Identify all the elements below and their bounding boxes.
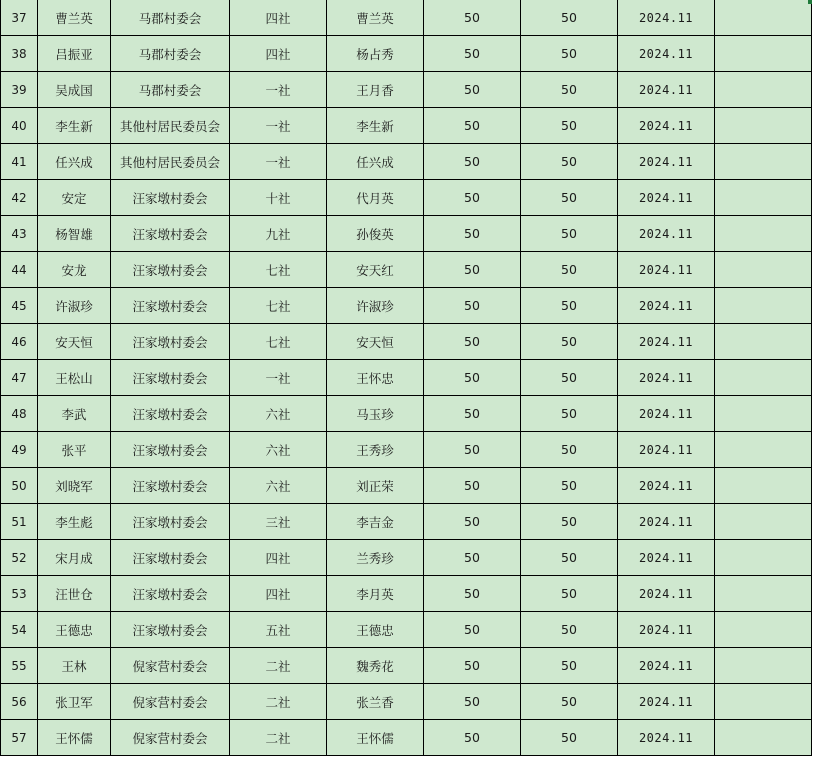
cell-date[interactable]: 2024.11 xyxy=(618,36,715,72)
table-row xyxy=(1,720,812,756)
cell-amount-1[interactable]: 50 xyxy=(424,288,521,324)
cell-date[interactable]: 2024.11 xyxy=(618,504,715,540)
cell-name[interactable]: 李武 xyxy=(38,396,111,432)
cell-note[interactable] xyxy=(715,72,812,108)
cell-row-number[interactable]: 56 xyxy=(1,684,38,720)
cell-amount-2[interactable]: 50 xyxy=(521,648,618,684)
cell-village-committee[interactable]: 汪家墩村委会 xyxy=(111,324,230,360)
cell-amount-1[interactable]: 50 xyxy=(424,540,521,576)
cell-village-committee[interactable]: 汪家墩村委会 xyxy=(111,396,230,432)
cell-payee[interactable]: 安天红 xyxy=(327,252,424,288)
cell-payee[interactable]: 王月香 xyxy=(327,72,424,108)
cell-amount-2[interactable]: 50 xyxy=(521,252,618,288)
cell-village-committee[interactable]: 倪家营村委会 xyxy=(111,684,230,720)
cell-row-number[interactable]: 57 xyxy=(1,720,38,756)
table-row xyxy=(1,252,812,288)
cell-date[interactable]: 2024.11 xyxy=(618,576,715,612)
cell-amount-1[interactable]: 50 xyxy=(424,216,521,252)
cell-village-committee[interactable]: 汪家墩村委会 xyxy=(111,252,230,288)
cell-village-committee[interactable]: 汪家墩村委会 xyxy=(111,540,230,576)
cell-amount-2[interactable]: 50 xyxy=(521,612,618,648)
cell-amount-2[interactable]: 50 xyxy=(521,324,618,360)
cell-amount-1[interactable]: 50 xyxy=(424,72,521,108)
cell-payee[interactable]: 代月英 xyxy=(327,180,424,216)
cell-village-committee[interactable]: 汪家墩村委会 xyxy=(111,468,230,504)
cell-date[interactable]: 2024.11 xyxy=(618,180,715,216)
cell-village-group[interactable]: 六社 xyxy=(230,432,327,468)
table-row xyxy=(1,0,812,36)
cell-amount-2[interactable]: 50 xyxy=(521,504,618,540)
cell-amount-1[interactable]: 50 xyxy=(424,108,521,144)
cell-amount-1[interactable]: 50 xyxy=(424,252,521,288)
cell-amount-2[interactable]: 50 xyxy=(521,108,618,144)
cell-amount-2[interactable]: 50 xyxy=(521,540,618,576)
cell-name[interactable]: 张平 xyxy=(38,432,111,468)
cell-payee[interactable]: 魏秀花 xyxy=(327,648,424,684)
cell-village-group[interactable]: 一社 xyxy=(230,360,327,396)
cell-amount-2[interactable]: 50 xyxy=(521,288,618,324)
cell-village-group[interactable]: 四社 xyxy=(230,36,327,72)
cell-date[interactable]: 2024.11 xyxy=(618,396,715,432)
cell-payee[interactable]: 马玉珍 xyxy=(327,396,424,432)
table-row xyxy=(1,612,812,648)
cell-amount-1[interactable]: 50 xyxy=(424,396,521,432)
cell-village-committee[interactable]: 汪家墩村委会 xyxy=(111,360,230,396)
cell-village-group[interactable]: 七社 xyxy=(230,324,327,360)
cell-note[interactable] xyxy=(715,180,812,216)
cell-village-committee[interactable]: 汪家墩村委会 xyxy=(111,504,230,540)
cell-village-group[interactable]: 二社 xyxy=(230,684,327,720)
cell-note[interactable] xyxy=(715,252,812,288)
cell-name[interactable]: 王德忠 xyxy=(38,612,111,648)
cell-date[interactable]: 2024.11 xyxy=(618,540,715,576)
cell-payee[interactable]: 刘正荣 xyxy=(327,468,424,504)
cell-note[interactable] xyxy=(715,648,812,684)
cell-payee[interactable]: 兰秀珍 xyxy=(327,540,424,576)
cell-name[interactable]: 任兴成 xyxy=(38,144,111,180)
cell-village-committee[interactable]: 汪家墩村委会 xyxy=(111,432,230,468)
cell-name[interactable]: 安天恒 xyxy=(38,324,111,360)
cell-row-number[interactable]: 52 xyxy=(1,540,38,576)
cell-village-committee[interactable]: 汪家墩村委会 xyxy=(111,612,230,648)
table-row xyxy=(1,144,812,180)
cell-row-number[interactable]: 45 xyxy=(1,288,38,324)
table-row xyxy=(1,216,812,252)
cell-note[interactable] xyxy=(715,360,812,396)
cell-amount-2[interactable]: 50 xyxy=(521,468,618,504)
table-row xyxy=(1,684,812,720)
cell-date[interactable]: 2024.11 xyxy=(618,108,715,144)
cell-village-committee[interactable]: 汪家墩村委会 xyxy=(111,576,230,612)
table-row xyxy=(1,504,812,540)
cell-amount-1[interactable]: 50 xyxy=(424,612,521,648)
cell-village-committee[interactable]: 倪家营村委会 xyxy=(111,648,230,684)
cell-payee[interactable]: 任兴成 xyxy=(327,144,424,180)
cell-village-group[interactable]: 一社 xyxy=(230,108,327,144)
cell-payee[interactable]: 王秀珍 xyxy=(327,432,424,468)
cell-amount-1[interactable]: 50 xyxy=(424,36,521,72)
cell-name[interactable]: 许淑珍 xyxy=(38,288,111,324)
cell-note[interactable] xyxy=(715,108,812,144)
cell-name[interactable]: 吕振亚 xyxy=(38,36,111,72)
cell-payee[interactable]: 李生新 xyxy=(327,108,424,144)
cell-amount-2[interactable]: 50 xyxy=(521,684,618,720)
cell-name[interactable]: 张卫军 xyxy=(38,684,111,720)
cell-name[interactable]: 王松山 xyxy=(38,360,111,396)
selection-marker xyxy=(808,0,812,4)
cell-village-group[interactable]: 三社 xyxy=(230,504,327,540)
cell-note[interactable] xyxy=(715,504,812,540)
cell-village-group[interactable]: 七社 xyxy=(230,288,327,324)
cell-note[interactable] xyxy=(715,540,812,576)
cell-payee[interactable]: 李月英 xyxy=(327,576,424,612)
cell-payee[interactable]: 曹兰英 xyxy=(327,0,424,36)
cell-amount-1[interactable]: 50 xyxy=(424,324,521,360)
cell-village-group[interactable]: 九社 xyxy=(230,216,327,252)
cell-village-group[interactable]: 六社 xyxy=(230,468,327,504)
cell-date[interactable]: 2024.11 xyxy=(618,432,715,468)
cell-payee[interactable]: 李吉金 xyxy=(327,504,424,540)
cell-name[interactable]: 汪世仓 xyxy=(38,576,111,612)
cell-village-committee[interactable]: 马郡村委会 xyxy=(111,72,230,108)
cell-payee[interactable]: 张兰香 xyxy=(327,684,424,720)
cell-row-number[interactable]: 53 xyxy=(1,576,38,612)
table-row xyxy=(1,540,812,576)
cell-name[interactable]: 李生彪 xyxy=(38,504,111,540)
cell-row-number[interactable]: 50 xyxy=(1,468,38,504)
cell-note[interactable] xyxy=(715,0,812,36)
cell-village-committee[interactable]: 其他村居民委员会 xyxy=(111,108,230,144)
cell-village-committee[interactable]: 汪家墩村委会 xyxy=(111,288,230,324)
table-row xyxy=(1,648,812,684)
cell-name[interactable]: 李生新 xyxy=(38,108,111,144)
cell-row-number[interactable]: 38 xyxy=(1,36,38,72)
table-row xyxy=(1,432,812,468)
cell-date[interactable]: 2024.11 xyxy=(618,720,715,756)
cell-note[interactable] xyxy=(715,324,812,360)
cell-date[interactable]: 2024.11 xyxy=(618,0,715,36)
table-row xyxy=(1,396,812,432)
cell-date[interactable]: 2024.11 xyxy=(618,684,715,720)
table-row xyxy=(1,108,812,144)
cell-row-number[interactable]: 40 xyxy=(1,108,38,144)
cell-payee[interactable]: 许淑珍 xyxy=(327,288,424,324)
cell-amount-2[interactable]: 50 xyxy=(521,396,618,432)
cell-amount-2[interactable]: 50 xyxy=(521,216,618,252)
cell-amount-2[interactable]: 50 xyxy=(521,720,618,756)
cell-date[interactable]: 2024.11 xyxy=(618,468,715,504)
cell-note[interactable] xyxy=(715,720,812,756)
cell-date[interactable]: 2024.11 xyxy=(618,324,715,360)
cell-row-number[interactable]: 51 xyxy=(1,504,38,540)
cell-amount-1[interactable]: 50 xyxy=(424,0,521,36)
cell-row-number[interactable]: 46 xyxy=(1,324,38,360)
cell-date[interactable]: 2024.11 xyxy=(618,648,715,684)
cell-amount-2[interactable]: 50 xyxy=(521,360,618,396)
cell-note[interactable] xyxy=(715,288,812,324)
cell-village-group[interactable]: 十社 xyxy=(230,180,327,216)
cell-amount-2[interactable]: 50 xyxy=(521,0,618,36)
table-row xyxy=(1,72,812,108)
table-row xyxy=(1,576,812,612)
cell-note[interactable] xyxy=(715,468,812,504)
cell-amount-2[interactable]: 50 xyxy=(521,432,618,468)
cell-note[interactable] xyxy=(715,36,812,72)
cell-date[interactable]: 2024.11 xyxy=(618,144,715,180)
cell-name[interactable]: 刘晓军 xyxy=(38,468,111,504)
cell-name[interactable]: 安定 xyxy=(38,180,111,216)
cell-row-number[interactable]: 39 xyxy=(1,72,38,108)
cell-village-group[interactable]: 二社 xyxy=(230,648,327,684)
cell-village-committee[interactable]: 倪家营村委会 xyxy=(111,720,230,756)
cell-amount-2[interactable]: 50 xyxy=(521,36,618,72)
cell-amount-2[interactable]: 50 xyxy=(521,576,618,612)
cell-village-committee[interactable]: 汪家墩村委会 xyxy=(111,180,230,216)
cell-name[interactable]: 吴成国 xyxy=(38,72,111,108)
cell-amount-1[interactable]: 50 xyxy=(424,468,521,504)
cell-row-number[interactable]: 48 xyxy=(1,396,38,432)
cell-name[interactable]: 王林 xyxy=(38,648,111,684)
cell-village-group[interactable]: 四社 xyxy=(230,0,327,36)
cell-note[interactable] xyxy=(715,144,812,180)
cell-name[interactable]: 王怀儒 xyxy=(38,720,111,756)
cell-payee[interactable]: 安天恒 xyxy=(327,324,424,360)
spreadsheet-body xyxy=(1,0,812,756)
cell-row-number[interactable]: 44 xyxy=(1,252,38,288)
cell-amount-1[interactable]: 50 xyxy=(424,648,521,684)
cell-row-number[interactable]: 37 xyxy=(1,0,38,36)
cell-amount-2[interactable]: 50 xyxy=(521,180,618,216)
table-row xyxy=(1,180,812,216)
cell-village-committee[interactable]: 其他村居民委员会 xyxy=(111,144,230,180)
cell-name[interactable]: 杨智雄 xyxy=(38,216,111,252)
cell-note[interactable] xyxy=(715,612,812,648)
cell-village-group[interactable]: 六社 xyxy=(230,396,327,432)
table-row xyxy=(1,36,812,72)
cell-amount-1[interactable]: 50 xyxy=(424,144,521,180)
cell-village-group[interactable]: 二社 xyxy=(230,720,327,756)
table-row xyxy=(1,288,812,324)
cell-note[interactable] xyxy=(715,396,812,432)
cell-name[interactable]: 宋月成 xyxy=(38,540,111,576)
cell-note[interactable] xyxy=(715,684,812,720)
cell-date[interactable]: 2024.11 xyxy=(618,72,715,108)
cell-row-number[interactable]: 49 xyxy=(1,432,38,468)
cell-amount-1[interactable]: 50 xyxy=(424,684,521,720)
cell-amount-1[interactable]: 50 xyxy=(424,576,521,612)
cell-name[interactable]: 曹兰英 xyxy=(38,0,111,36)
table-row xyxy=(1,468,812,504)
cell-row-number[interactable]: 41 xyxy=(1,144,38,180)
cell-date[interactable]: 2024.11 xyxy=(618,612,715,648)
cell-village-committee[interactable]: 马郡村委会 xyxy=(111,36,230,72)
cell-amount-1[interactable]: 50 xyxy=(424,432,521,468)
cell-amount-2[interactable]: 50 xyxy=(521,144,618,180)
table-row xyxy=(1,360,812,396)
cell-row-number[interactable]: 42 xyxy=(1,180,38,216)
cell-amount-2[interactable]: 50 xyxy=(521,72,618,108)
cell-date[interactable]: 2024.11 xyxy=(618,252,715,288)
cell-village-group[interactable]: 一社 xyxy=(230,144,327,180)
cell-amount-1[interactable]: 50 xyxy=(424,504,521,540)
cell-payee[interactable]: 王怀忠 xyxy=(327,360,424,396)
cell-amount-1[interactable]: 50 xyxy=(424,180,521,216)
table-row xyxy=(1,324,812,360)
cell-date[interactable]: 2024.11 xyxy=(618,360,715,396)
cell-village-committee[interactable]: 汪家墩村委会 xyxy=(111,216,230,252)
cell-note[interactable] xyxy=(715,216,812,252)
cell-amount-1[interactable]: 50 xyxy=(424,720,521,756)
cell-note[interactable] xyxy=(715,576,812,612)
cell-note[interactable] xyxy=(715,432,812,468)
cell-name[interactable]: 安龙 xyxy=(38,252,111,288)
cell-village-committee[interactable]: 马郡村委会 xyxy=(111,0,230,36)
cell-payee[interactable]: 王德忠 xyxy=(327,612,424,648)
cell-date[interactable]: 2024.11 xyxy=(618,288,715,324)
cell-village-group[interactable]: 七社 xyxy=(230,252,327,288)
cell-row-number[interactable]: 43 xyxy=(1,216,38,252)
cell-date[interactable]: 2024.11 xyxy=(618,216,715,252)
cell-payee[interactable]: 王怀儒 xyxy=(327,720,424,756)
cell-amount-1[interactable]: 50 xyxy=(424,360,521,396)
cell-payee[interactable]: 杨占秀 xyxy=(327,36,424,72)
cell-village-group[interactable]: 四社 xyxy=(230,576,327,612)
cell-village-group[interactable]: 四社 xyxy=(230,540,327,576)
cell-row-number[interactable]: 54 xyxy=(1,612,38,648)
cell-payee[interactable]: 孙俊英 xyxy=(327,216,424,252)
cell-row-number[interactable]: 47 xyxy=(1,360,38,396)
cell-village-group[interactable]: 五社 xyxy=(230,612,327,648)
cell-row-number[interactable]: 55 xyxy=(1,648,38,684)
cell-village-group[interactable]: 一社 xyxy=(230,72,327,108)
